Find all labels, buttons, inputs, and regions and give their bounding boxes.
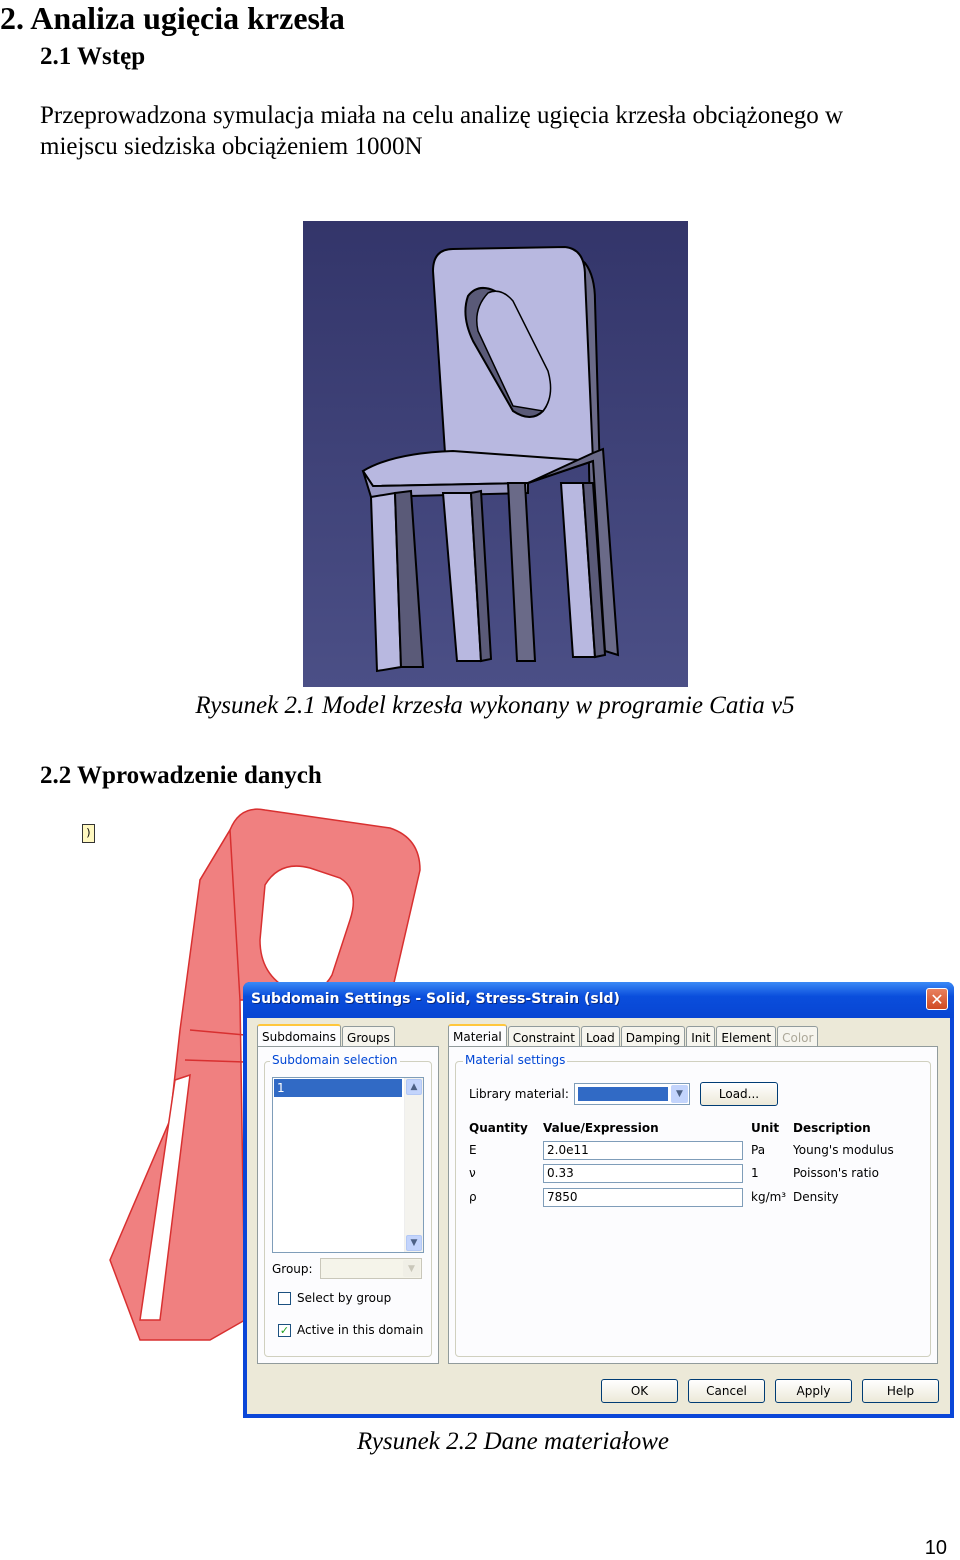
tab-material[interactable]: Material [448, 1024, 507, 1049]
figure2-caption: Rysunek 2.2 Dane materiałowe [357, 1428, 669, 1455]
tab-init[interactable]: Init [686, 1026, 715, 1051]
column-quantity: Quantity [469, 1121, 528, 1135]
subdomain-selection-label: Subdomain selection [272, 1053, 398, 1067]
library-material-label: Library material: [469, 1087, 569, 1101]
select-by-group-checkbox[interactable] [278, 1292, 291, 1305]
material-panel [448, 1046, 938, 1364]
row-nu-description: Poisson's ratio [793, 1166, 879, 1180]
row-rho-description: Density [793, 1190, 839, 1204]
intro-paragraph: Przeprowadzona symulacja miała na celu analizę ugięcia krzesła obciążonego w miejscu siedziska obciążeniem 1000N [40, 102, 844, 160]
tab-groups[interactable]: Groups [342, 1026, 395, 1051]
listbox-scrollbar[interactable] [404, 1078, 423, 1252]
row-rho-unit: kg/m³ [751, 1190, 787, 1204]
load-button[interactable]: Load... [700, 1082, 778, 1106]
dialog-title: Subdomain Settings - Solid, Stress-Strain (sld) [251, 991, 620, 1007]
tab-element[interactable]: Element [716, 1026, 776, 1051]
row-e-unit: Pa [751, 1143, 766, 1157]
cancel-button[interactable]: Cancel [688, 1379, 765, 1403]
help-button[interactable]: Help [862, 1379, 939, 1403]
ok-button[interactable]: OK [601, 1379, 678, 1403]
row-e-description: Young's modulus [793, 1143, 894, 1157]
row-nu-quantity: ν [469, 1166, 476, 1180]
column-value: Value/Expression [543, 1121, 659, 1135]
column-description: Description [793, 1121, 871, 1135]
group-label: Group: [272, 1262, 313, 1276]
young-modulus-field[interactable]: 2.0e11 [543, 1141, 743, 1160]
subdomain-panel [257, 1046, 439, 1364]
chair-model-figure [303, 221, 688, 687]
tab-damping[interactable]: Damping [621, 1026, 685, 1051]
material-settings-frame [455, 1061, 931, 1357]
subdomain-settings-dialog [243, 982, 954, 1418]
selected-value-highlight [578, 1087, 668, 1101]
dialog-titlebar[interactable] [243, 982, 954, 1018]
column-unit: Unit [751, 1121, 780, 1135]
select-by-group-label: Select by group [297, 1291, 392, 1305]
library-material-select[interactable] [574, 1083, 690, 1105]
tab-load[interactable]: Load [581, 1026, 620, 1051]
dialog-body [247, 1018, 950, 1414]
poisson-ratio-field[interactable]: 0.33 [543, 1164, 743, 1183]
group-select[interactable] [320, 1258, 422, 1279]
subdomain-listbox[interactable] [272, 1077, 424, 1253]
figure1-caption: Rysunek 2.1 Model krzesła wykonany w programie Catia v5 [195, 692, 795, 719]
scroll-up-icon[interactable]: ▲ [406, 1079, 422, 1095]
row-rho-quantity: ρ [469, 1190, 477, 1204]
material-settings-label: Material settings [465, 1053, 566, 1067]
active-in-domain-label: Active in this domain [297, 1323, 424, 1337]
section-title-intro: 2.1 Wstęp [40, 43, 146, 70]
section-title-input-data: 2.2 Wprowadzenie danych [40, 762, 322, 789]
page-number: 10 [924, 1537, 947, 1559]
page-heading: 2. Analiza ugięcia krzesła [0, 0, 345, 36]
tab-subdomains[interactable]: Subdomains [257, 1024, 341, 1049]
tab-constraint[interactable]: Constraint [508, 1026, 580, 1051]
apply-button[interactable]: Apply [775, 1379, 852, 1403]
active-in-domain-checkbox[interactable]: ✓ [279, 1324, 290, 1337]
toolbar-icon: ) [82, 824, 95, 843]
row-nu-unit: 1 [751, 1166, 759, 1180]
chevron-down-icon: ▼ [671, 1085, 688, 1103]
list-item[interactable]: 1 [274, 1079, 402, 1097]
close-button[interactable]: ✕ [926, 988, 948, 1010]
row-e-quantity: E [469, 1143, 477, 1157]
scroll-down-icon[interactable]: ▼ [406, 1235, 422, 1251]
chevron-down-icon: ▼ [403, 1260, 420, 1277]
tab-color: Color [777, 1026, 818, 1051]
density-field[interactable]: 7850 [543, 1188, 743, 1207]
